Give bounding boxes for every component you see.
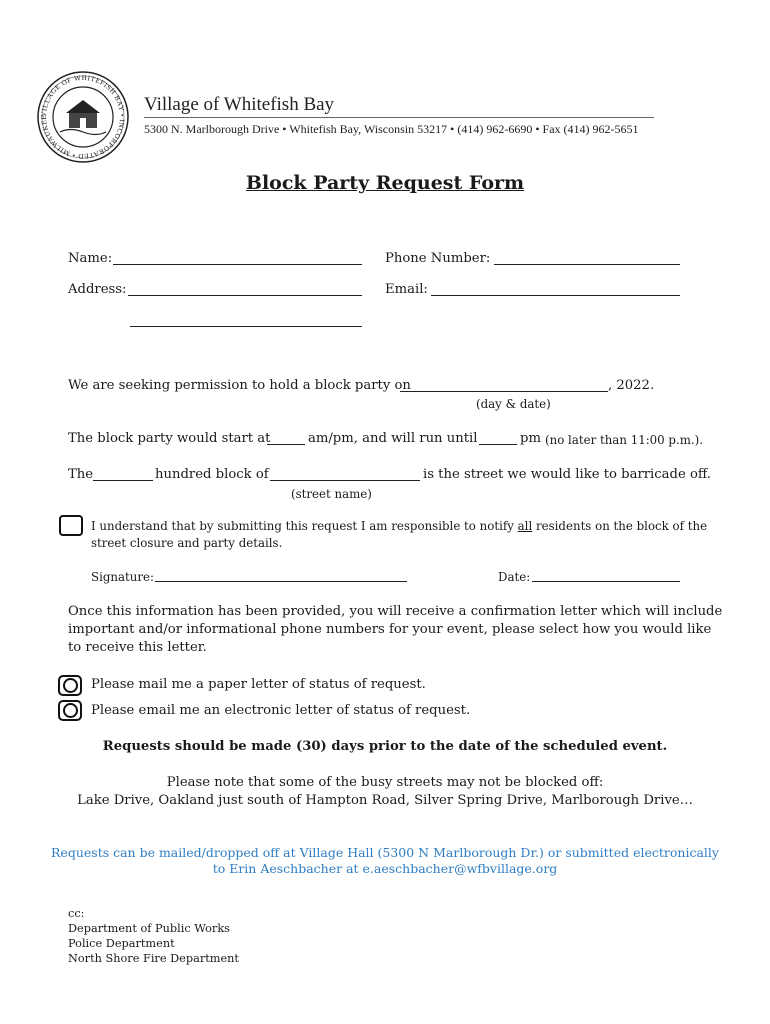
- confirmation-text-2: important and/or informational phone numbers for your event, please select how you would like: [68, 622, 712, 637]
- mail-letter-label: Please mail me a paper letter of status of request.: [91, 677, 426, 692]
- village-address: 5300 N. Marlborough Drive • Whitefish Bay, Wisconsin 53217 • (414) 962-6690 • Fax (414) 962-5651: [144, 122, 639, 136]
- signature-field[interactable]: [155, 581, 407, 582]
- start-time-text: The block party would start at: [68, 431, 271, 446]
- cc-department: Department of Public Works: [68, 922, 230, 935]
- party-date-field[interactable]: [400, 391, 608, 392]
- block-mid-text: hundred block of: [155, 467, 269, 482]
- signature-label: Signature:: [91, 570, 154, 584]
- acknowledge-checkbox[interactable]: [59, 515, 83, 536]
- start-time-field[interactable]: [267, 444, 305, 445]
- mail-letter-radio[interactable]: [58, 675, 82, 696]
- address-field-line-2[interactable]: [130, 326, 362, 327]
- date-label: Date:: [498, 570, 531, 584]
- submission-instructions: Requests can be mailed/dropped off at Village Hall (5300 N Marlborough Dr.) or submitted electronically: [51, 845, 719, 860]
- name-label: Name:: [68, 251, 113, 266]
- form-title: Block Party Request Form: [245, 172, 525, 194]
- email-field[interactable]: [431, 295, 680, 296]
- village-name: Village of Whitefish Bay: [144, 94, 335, 115]
- confirmation-text-1: Once this information has been provided, you will receive a confirmation letter which will include: [68, 604, 723, 619]
- phone-label: Phone Number:: [385, 251, 491, 266]
- street-caption: (street name): [291, 487, 372, 501]
- date-caption: (day & date): [476, 397, 551, 411]
- busy-streets-note: Please note that some of the busy streets may not be blocked off:: [166, 775, 604, 790]
- busy-streets-list: Lake Drive, Oakland just south of Hampton Road, Silver Spring Drive, Marlborough Drive…: [77, 793, 693, 808]
- phone-field[interactable]: [494, 264, 680, 265]
- block-prefix-text: The: [68, 467, 94, 482]
- party-date-text: We are seeking permission to hold a block party on: [68, 378, 411, 393]
- acknowledge-text-line-2: street closure and party details.: [91, 536, 283, 550]
- deadline-notice: Requests should be made (30) days prior to the date of the scheduled event.: [102, 739, 668, 754]
- address-label: Address:: [68, 282, 127, 297]
- confirmation-text-3: to receive this letter.: [68, 640, 207, 655]
- pm-text: pm: [520, 431, 541, 446]
- party-year-text: , 2022.: [608, 378, 655, 393]
- submission-contact[interactable]: to Erin Aeschbacher at e.aeschbacher@wfbvillage.org: [212, 861, 558, 876]
- email-label: Email:: [385, 282, 428, 297]
- svg-text:VILLAGE OF WHITEFISH BAY • INC: VILLAGE OF WHITEFISH BAY • INCORPORATED • MILWAUKEE: [39, 73, 127, 161]
- acknowledge-text: I understand that by submitting this request I am responsible to notify all residents on the block of the: [91, 519, 708, 533]
- end-time-field[interactable]: [479, 444, 517, 445]
- email-letter-label: Please email me an electronic letter of status of request.: [91, 703, 471, 718]
- block-number-field[interactable]: [93, 480, 153, 481]
- village-seal-logo: [36, 70, 130, 164]
- cc-label: cc:: [68, 907, 85, 920]
- name-field[interactable]: [113, 264, 362, 265]
- street-name-field[interactable]: [270, 480, 420, 481]
- end-time-text: am/pm, and will run until: [308, 431, 478, 446]
- block-suffix-text: is the street we would like to barricade off.: [423, 467, 711, 482]
- email-letter-radio[interactable]: [58, 700, 82, 721]
- time-limit-note: (no later than 11:00 p.m.).: [545, 433, 704, 447]
- cc-department: Police Department: [68, 937, 175, 950]
- signature-date-field[interactable]: [532, 581, 680, 582]
- header-divider: [144, 117, 654, 118]
- cc-department: North Shore Fire Department: [68, 952, 239, 965]
- address-field[interactable]: [128, 295, 362, 296]
